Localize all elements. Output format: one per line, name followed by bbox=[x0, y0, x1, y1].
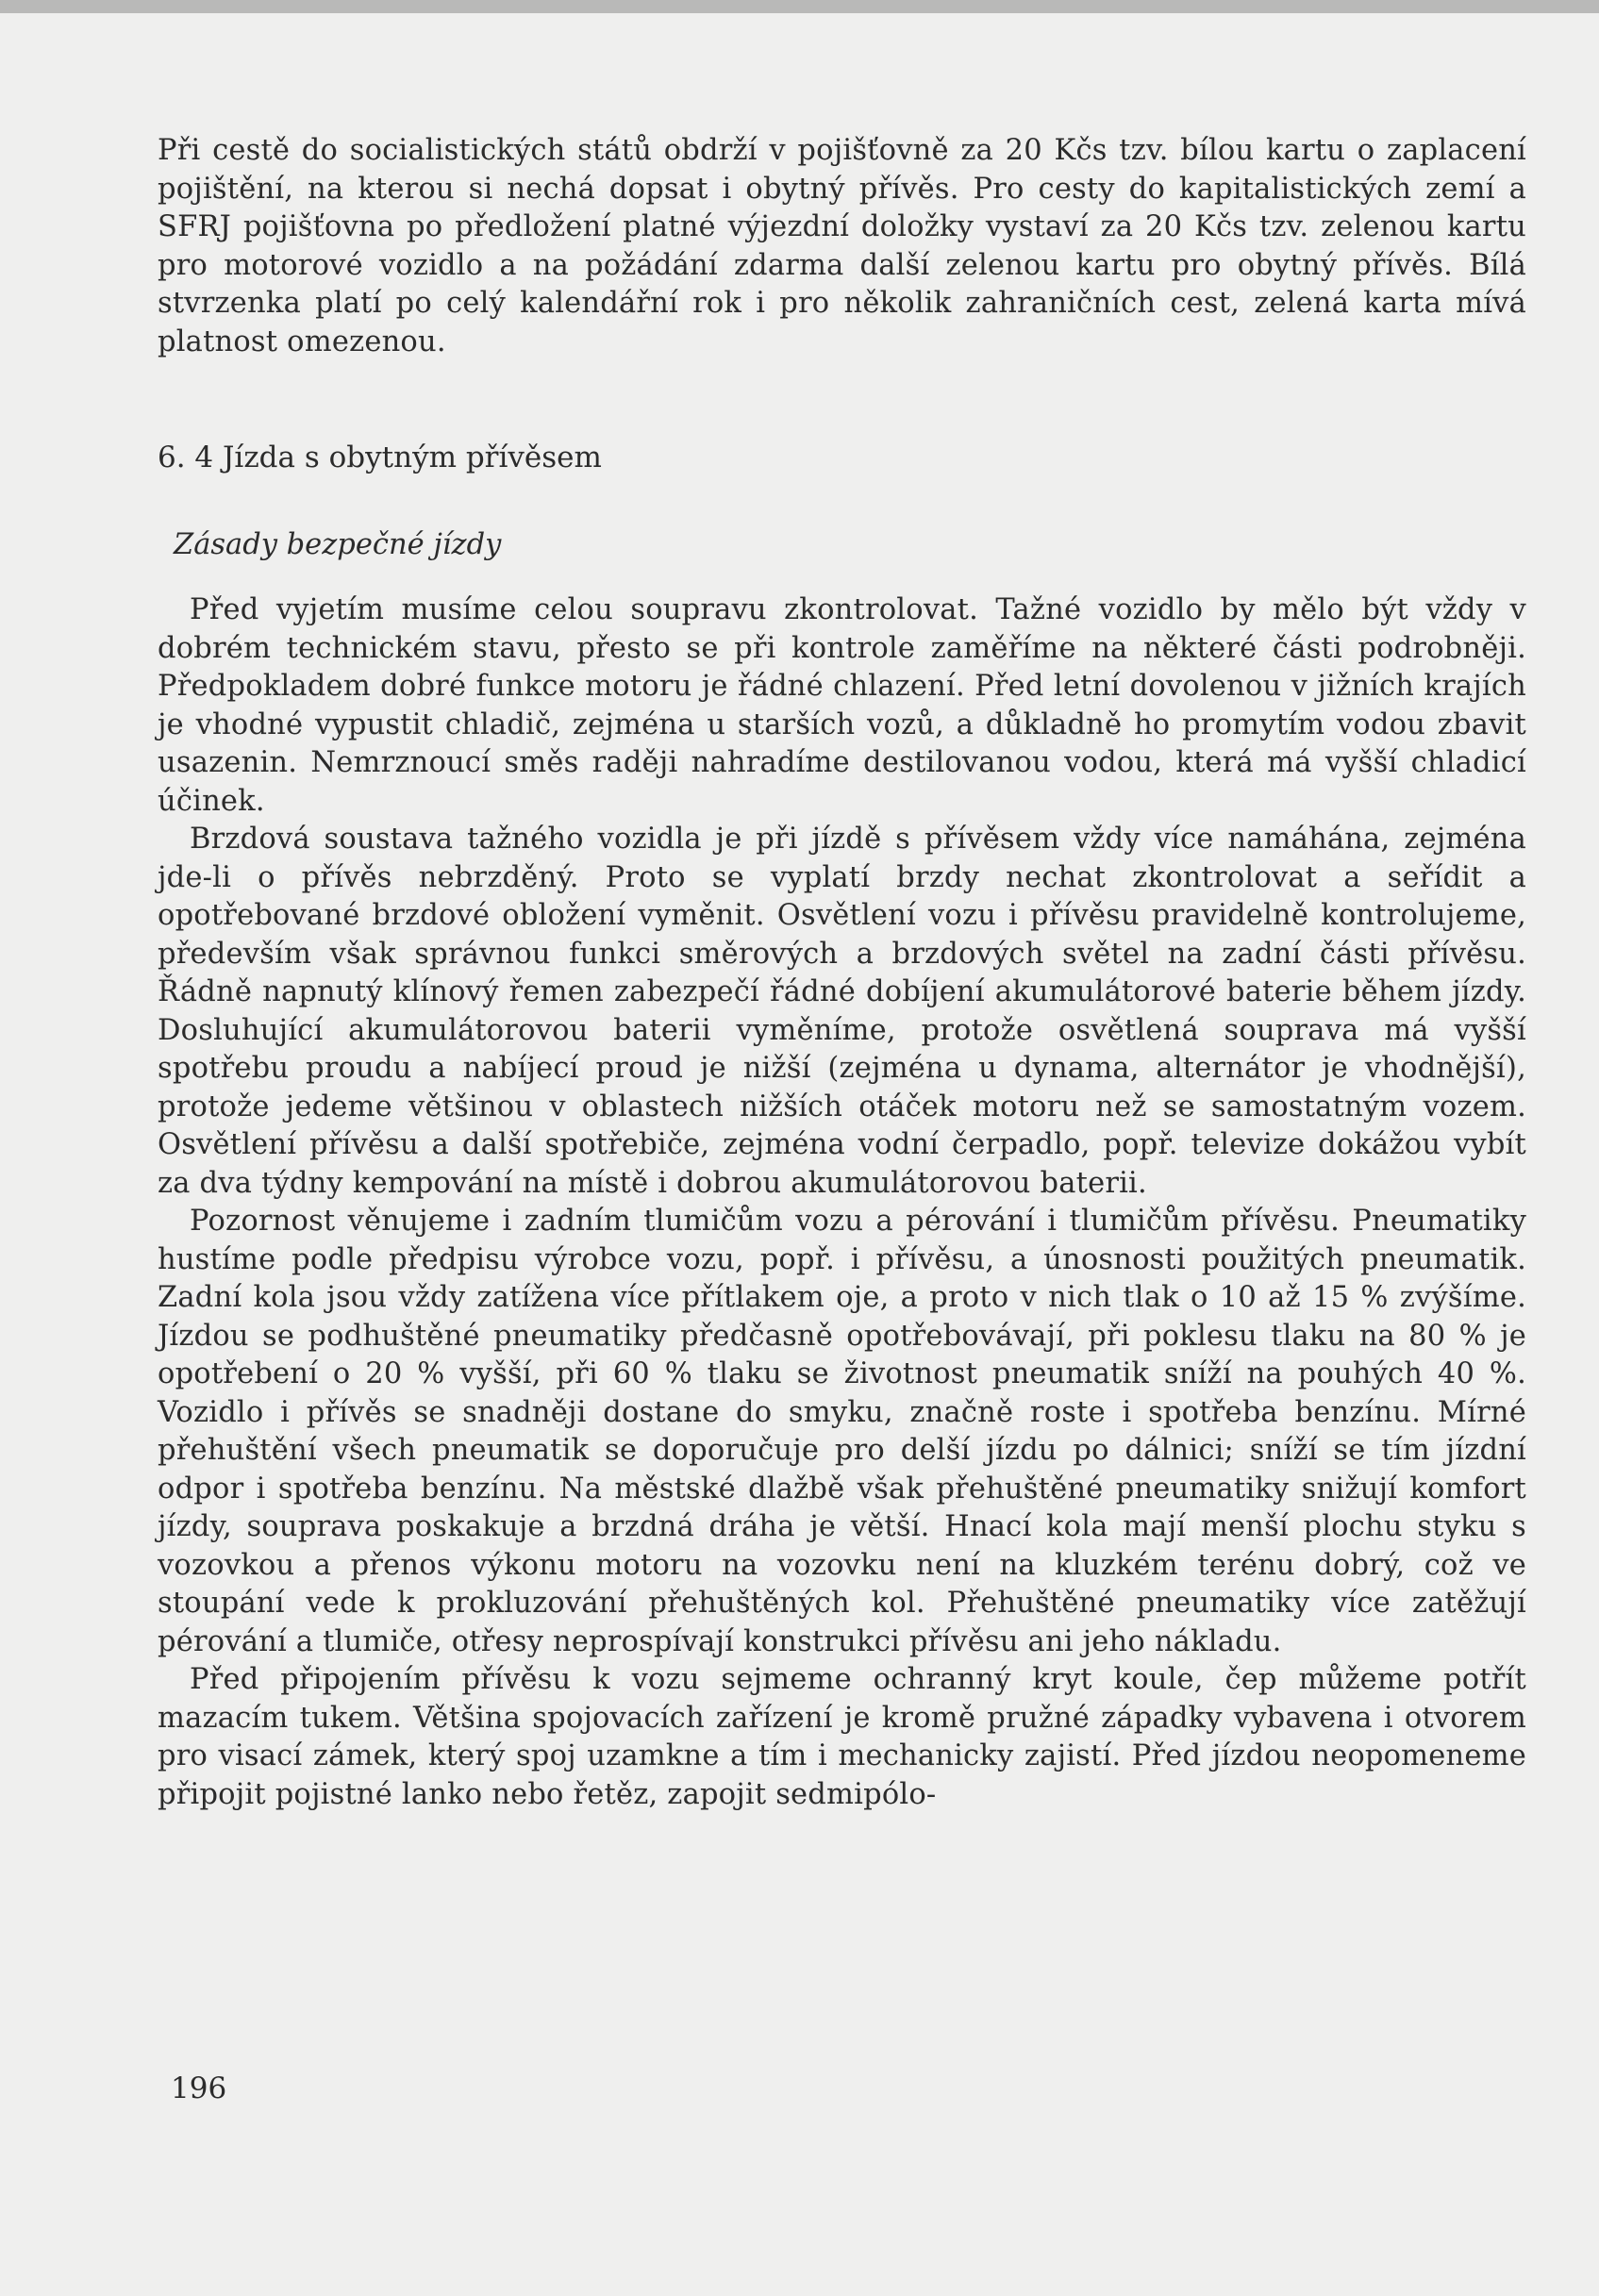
scan-top-edge bbox=[0, 0, 1599, 13]
paragraph-brakes-lights: Brzdová soustava tažného vozidla je při jízdě s přívěsem vždy více namáhána, zejména jde-li o přívěs nebrzděný. Proto se vyplatí brzdy nechat zkontrolovat a seřídit a opotřebované brzdové obložení vyměnit. Osvětlení vozu i přívěsu pravidelně kontrolujeme, především však správnou funkci směrových a brzdových světel na zadní části přívěsu. Řádně napnutý klínový řemen zabezpečí řádné dobíjení akumulátorové baterie během jízdy. Dosluhující akumulátorovou baterii vyměníme, protože osvětlená souprava má vyšší spotřebu proudu a nabíjecí proud je nižší (zejména u dynama, alternátor je vhodnější), protože jedeme většinou v oblastech nižších otáček motoru než se samostatným vozem. Osvětlení přívěsu a další spotřebiče, zejména vodní čerpadlo, popř. televize dokážou vybít za dva týdny kempování na místě i dobrou akumulátorovou baterii. bbox=[158, 823, 1526, 1200]
body-text bbox=[158, 591, 1526, 1814]
paragraph-vehicle-check: Před vyjetím musíme celou soupravu zkontrolovat. Tažné vozidlo by mělo být vždy v dobrém technickém stavu, přesto se při kontrole zaměříme na některé části podrobněji. Předpokladem dobré funkce motoru je řádné chlazení. Před letní dovolenou v jižních krajích je vhodné vypustit chladič, zejména u starších vozů, a důkladně ho promytím vodou zbavit usazenin. Nemrznoucí směs raději nahradíme destilovanou vodou, která má vyšší chladicí účinek. bbox=[158, 593, 1526, 818]
paragraph-tyres: Pozornost věnujeme i zadním tlumičům vozu a pérování i tlumičům přívěsu. Pneumatiky hustíme podle předpisu výrobce vozu, popř. i přívěsu, a únosnosti použitých pneumatik. Zadní kola jsou vždy zatížena více přítlakem oje, a proto v nich tlak o 10 až 15 % zvýšíme. Jízdou se podhuštěné pneumatiky předčasně opotřebovávají, při poklesu tlaku na 80 % je opotřebení o 20 % vyšší, při 60 % tlaku se životnost pneumatik sníží na pouhých 40 %. Vozidlo i přívěs se snadněji dostane do smyku, značně roste i spotřeba benzínu. Mírné přehuštění všech pneumatik se doporučuje pro delší jízdu po dálnici; sníží se tím jízdní odpor i spotřeba benzínu. Na městské dlažbě však přehuštěné pneumatiky snižují komfort jízdy, souprava poskakuje a brzdná dráha je větší. Hnací kola mají menší plochu styku s vozovkou a přenos výkonu motoru na vozovku není na kluzkém terénu dobrý, což ve stoupání vede k prokluzování přehuštěných kol. Přehuštěné pneumatiky více zatěžují pérování a tlumiče, otřesy neprospívají konstrukci přívěsu ani jeho nákladu. bbox=[158, 1205, 1526, 1658]
intro-paragraph: Při cestě do socialistických států obdrží v pojišťovně za 20 Kčs tzv. bílou kartu o zaplacení pojištění, na kterou si nechá dopsat i obytný přívěs. Pro cesty do kapitalistických zemí a SFRJ pojišťovna po předložení platné výjezdní doložky vystaví za 20 Kčs tzv. zelenou kartu pro motorové vozidlo a na požádání zdarma další zelenou kartu pro obytný přívěs. Bílá stvrzenka platí po celý kalendářní rok i pro několik zahraničních cest, zelená karta mívá platnost omezenou. bbox=[158, 134, 1526, 358]
intro-text bbox=[158, 132, 1526, 361]
subsection-heading: Zásady bezpečné jízdy bbox=[174, 528, 502, 561]
page-number: 196 bbox=[171, 2071, 227, 2105]
paragraph-coupling: Před připojením přívěsu k vozu sejmeme ochranný kryt koule, čep můžeme potřít mazacím tukem. Většina spojovacích zařízení je kromě pružné západky vybavena i otvorem pro visací zámek, který spoj uzamkne a tím i mechanicky zajistí. Před jízdou neopomeneme připojit pojistné lanko nebo řetěz, zapojit sedmipólo- bbox=[158, 1663, 1526, 1811]
section-heading: 6. 4 Jízda s obytným přívěsem bbox=[158, 441, 602, 474]
